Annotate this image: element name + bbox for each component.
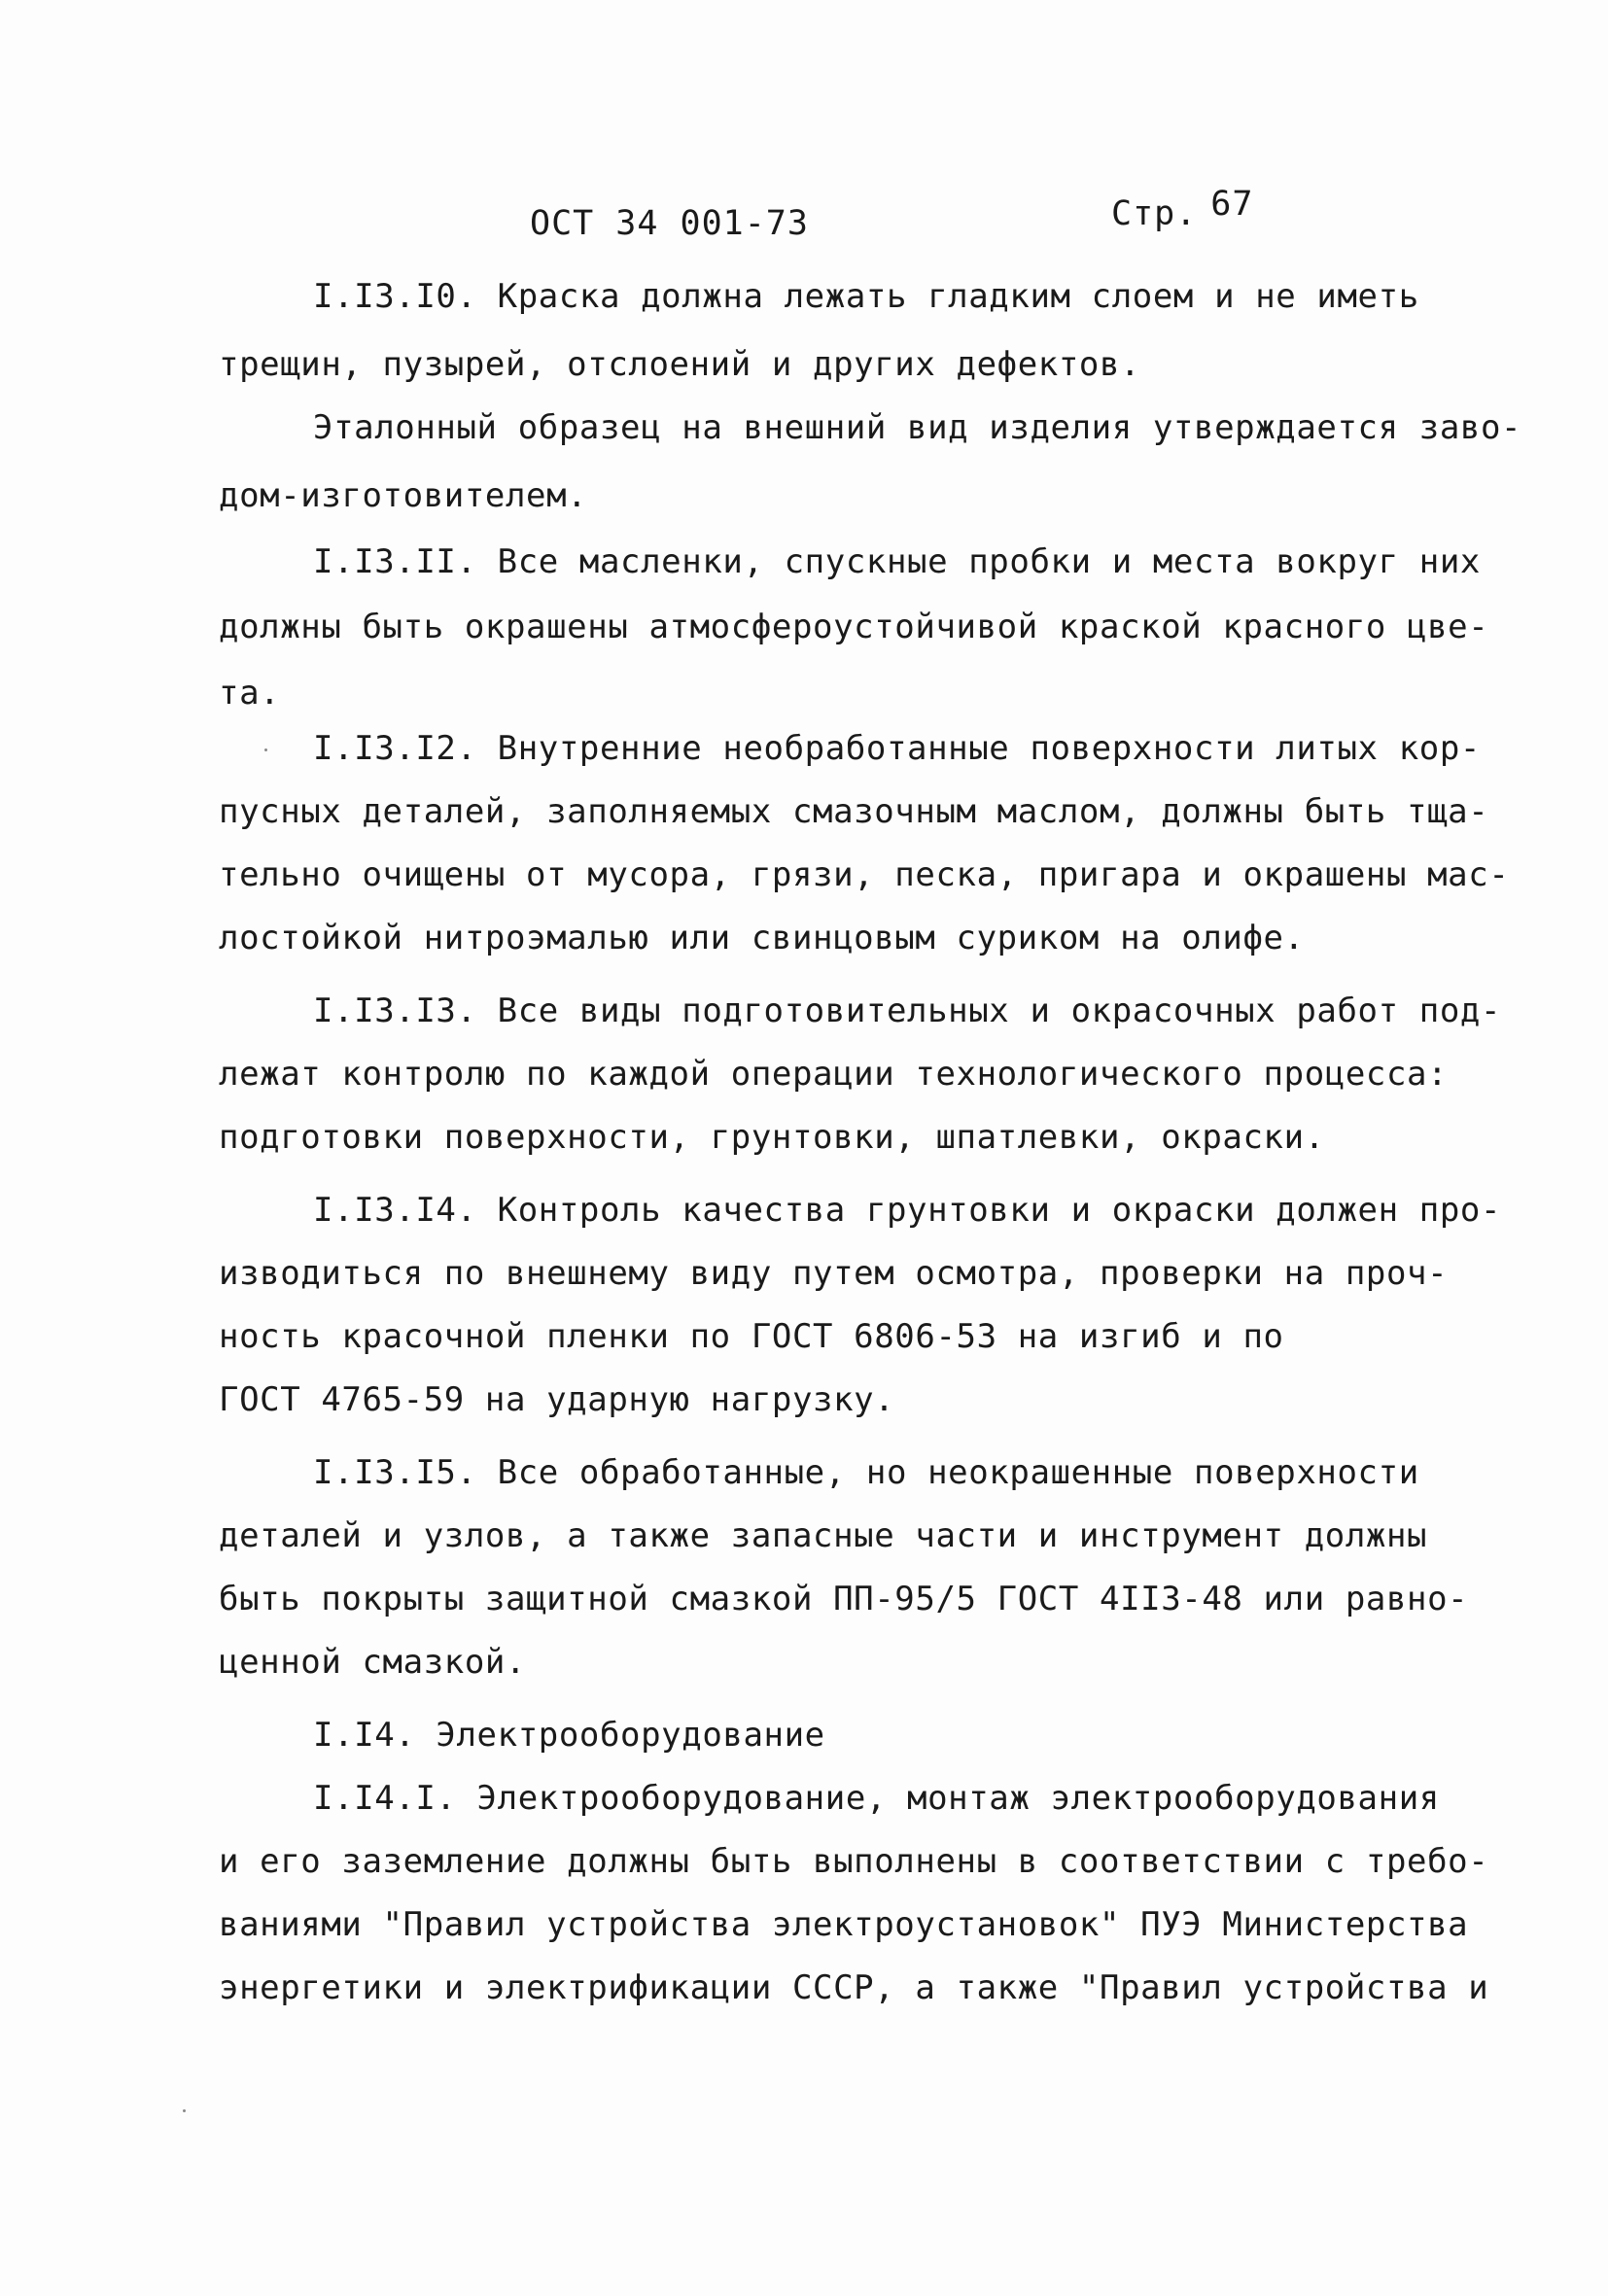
text-line: энергетики и электрификации СССР, а также "Правил устройства и: [219, 1968, 1489, 2007]
text-line: ность красочной пленки по ГОСТ 6806-53 на изгиб и по: [219, 1317, 1284, 1356]
text-line: подготовки поверхности, грунтовки, шпатлевки, окраски.: [219, 1118, 1325, 1157]
page-indicator: [1111, 185, 1254, 233]
text-line: I.I4.I. Электрооборудование, монтаж электрооборудования: [313, 1779, 1440, 1818]
text-line: деталей и узлов, а также запасные части и инструмент должны: [219, 1516, 1428, 1555]
text-line: та.: [219, 674, 281, 713]
text-line: ценной смазкой.: [219, 1643, 527, 1682]
text-line: I.I3.I4. Контроль качества грунтовки и окраски должен про-: [313, 1191, 1502, 1230]
text-line: I.I3.I2. Внутренние необработанные поверхности литых кор-: [313, 729, 1481, 768]
text-line: I.I3.I5. Все обработанные, но неокрашенные поверхности: [313, 1453, 1419, 1492]
text-line: ваниями "Правил устройства электроустановок" ПУЭ Министерства: [219, 1905, 1469, 1944]
text-line: быть покрыты защитной смазкой ПП-95/5 ГОСТ 4II3-48 или равно-: [219, 1580, 1469, 1618]
page-label: Стр.: [1111, 194, 1198, 233]
text-line: трещин, пузырей, отслоений и других дефектов.: [219, 345, 1141, 384]
text-line: ГОСТ 4765-59 на ударную нагрузку.: [219, 1380, 895, 1419]
scan-speck: [183, 2109, 186, 2112]
document-number: ОСТ 34 001-73: [530, 204, 809, 243]
section-heading: I.I4. Электрооборудование: [313, 1716, 825, 1755]
text-line: лостойкой нитроэмалью или свинцовым суриком на олифе.: [219, 919, 1305, 957]
text-line: должны быть окрашены атмосфероустойчивой краской красного цве-: [219, 608, 1489, 646]
text-line: и его заземление должны быть выполнены в соответствии с требо-: [219, 1842, 1489, 1881]
scan-speck: [264, 748, 267, 751]
text-line: тельно очищены от мусора, грязи, песка, пригара и окрашены мас-: [219, 855, 1510, 894]
text-line: Эталонный образец на внешний вид изделия утверждается заво-: [313, 408, 1522, 447]
text-line: изводиться по внешнему виду путем осмотра, проверки на проч-: [219, 1254, 1449, 1293]
text-line: дом-изготовителем.: [219, 476, 588, 515]
text-line: лежат контролю по каждой операции технологического процесса:: [219, 1055, 1449, 1094]
text-line: I.I3.I3. Все виды подготовительных и окрасочных работ под-: [313, 991, 1502, 1030]
text-line: I.I3.II. Все масленки, спускные пробки и места вокруг них: [313, 542, 1481, 581]
text-line: I.I3.I0. Краска должна лежать гладким слоем и не иметь: [313, 277, 1419, 316]
page-number: 67: [1210, 185, 1254, 224]
text-line: пусных деталей, заполняемых смазочным маслом, должны быть тща-: [219, 792, 1489, 831]
